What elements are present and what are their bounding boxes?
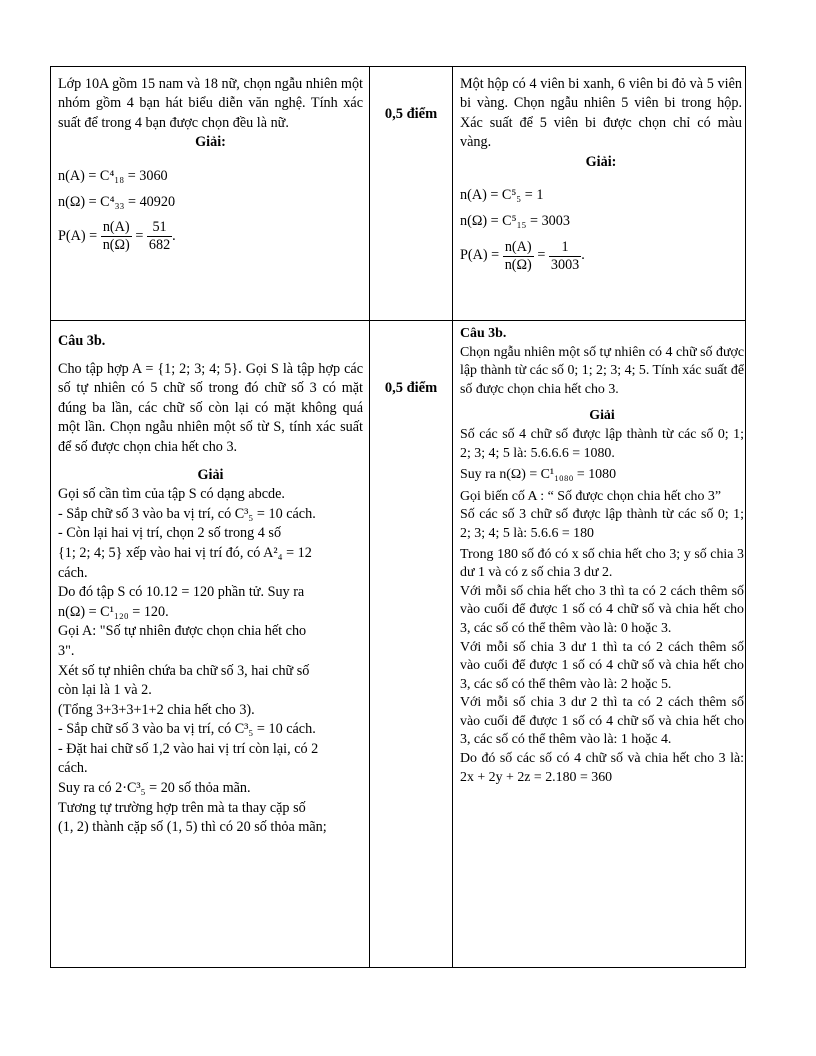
solution-line: Gọi A: "Số tự nhiên được chọn chia hết cho [58,623,307,640]
solution-line: Tương tự trường hợp trên mà ta thay cặp số [58,799,306,816]
solution-line: (Tổng 3+3+3+1+2 chia hết cho 3). [58,701,255,718]
problem-text: Chọn ngẫu nhiên một số tự nhiên có 4 chữ số được lập thành từ các số 0; 1; 2; 3; 4; 5. Tính xác suất để số được chọn chia hết cho 3. [460,344,744,397]
solution-line: Gọi biến cố A : “ Số được chọn chia hết cho 3” [460,488,721,504]
fraction-result: $\frac{51}{682}$ [148,219,171,254]
solution-heading: Giải [197,466,224,483]
solution-line: Trong 180 số đó có x số chia hết cho 3; y số chia 3 dư 1 và có z số chia 3 dư 2. [460,546,744,581]
equation-probability: P(A) = $\frac{n(A)}{n(\Omega)}$ = $\frac{1}{3003}$ . [460,238,585,273]
fraction-result: $\frac{1}{3003}$ [550,238,580,273]
equation-probability: P(A) = $\frac{n(A)}{n(\Omega)}$ = $\frac{51}{682}$ . [58,219,176,254]
problem-text: Cho tập hợp A = {1; 2; 3; 4; 5}. Gọi S là tập hợp các số tự nhiên có 5 chữ số trong đó chữ số 3 có mặt đúng ba lần, các chữ số còn lại có mặt không quá một lần. Chọn ngẫu nhiên một số từ S, tính xác suất để số được chọn chia hết cho 3. [58,360,363,455]
row2-right-cell [460,325,744,787]
equation-na: n(A) = C⁵₅ = 1 [460,187,544,204]
question-title: Câu 3b. [58,333,106,349]
solution-line: (1, 2) thành cặp số (1, 5) thì có 20 số thỏa mãn; [58,819,327,836]
row1-left-cell [58,75,363,259]
points-label: 0,5 điểm [384,380,438,396]
solution-line: Gọi số cần tìm của tập S có dạng abcde. [58,486,285,503]
fraction: $\frac{n(A)}{n(\Omega)}$ [102,219,130,254]
solution-line: Với mỗi số chia hết cho 3 thì ta có 2 cách thêm số vào cuối để được 1 số có 4 chữ số và chia hết cho 3, các số có thể thêm vào là: 0 hoặc 3. [460,583,744,636]
solution-line: n(Ω) = C¹₁₂₀ = 120. [58,603,169,620]
problem-text: Một hộp có 4 viên bi xanh, 6 viên bi đỏ và 5 viên bi vàng. Chọn ngẫu nhiên 5 viên bi trong hộp. Xác suất để 5 viên bi được chọn chỉ có màu vàng. [460,76,742,151]
solution-line: - Đặt hai chữ số 1,2 vào hai vị trí còn lại, có 2 [58,740,319,757]
solution-heading: Giải [589,408,615,424]
column-divider-right [452,67,453,967]
solution-line: Do đó tập S có 10.12 = 120 phần tử. Suy ra [58,584,305,601]
solution-line: Với mỗi số chia 3 dư 2 thì ta có 2 cách thêm số vào cuối để được 1 số có 4 chữ số và chia hết cho 3, các số có thể thêm vào là: 1 hoặc 4. [460,695,744,748]
solution-line: - Còn lại hai vị trí, chọn 2 số trong 4 số [58,525,282,542]
solution-line: 3". [58,642,75,659]
column-divider-left [369,67,370,967]
solution-line: Suy ra có 2·C³₅ = 20 số thỏa mãn. [58,780,251,797]
solution-line: còn lại là 1 và 2. [58,682,152,699]
problem-text: Lớp 10A gồm 15 nam và 18 nữ, chọn ngẫu nhiên một nhóm gồm 4 bạn hát biểu diễn văn nghệ. Tính xác suất để trong 4 bạn được chọn đều là nữ. [58,76,363,131]
solution-line: - Sắp chữ số 3 vào ba vị trí, có C³₅ = 10 cách. [58,505,316,522]
solution-heading: Giải: [585,153,617,170]
row1-right-cell [460,75,742,278]
row-divider [51,320,745,321]
solution-line: Suy ra n(Ω) = C¹₁₀₈₀ = 1080 [460,467,617,483]
solution-heading: Giải: [195,134,226,151]
equation-na: n(A) = C⁴₁₈ = 3060 [58,167,168,184]
solution-line: Với mỗi số chia 3 dư 1 thì ta có 2 cách thêm số vào cuối để được 1 số có 4 chữ số và chia hết cho 3, các số có thể thêm vào là: 2 hoặc 5. [460,639,744,692]
solution-line: Do đó số các số có 4 chữ số và chia hết cho 3 là: 2x + 2y + 2z = 2.180 = 360 [460,751,744,785]
solution-line: Số các số 4 chữ số được lập thành từ các số 0; 1; 2; 3; 4; 5 là: 5.6.6.6 = 1080. [460,426,744,461]
equation-nomega: n(Ω) = C⁵₁₅ = 3003 [460,213,570,230]
solution-line: {1; 2; 4; 5} xếp vào hai vị trí đó, có A²₄ = 12 [58,544,312,561]
row2-left-cell [58,332,363,838]
equation-nomega: n(Ω) = C⁴₃₃ = 40920 [58,193,176,210]
solution-line: cách. [58,760,88,777]
solution-table [50,66,746,968]
solution-line: Xét số tự nhiên chứa ba chữ số 3, hai chữ số [58,662,310,679]
solution-line: Số các số 3 chữ số được lập thành từ các số 0; 1; 2; 3; 4; 5 là: 5.6.6 = 180 [460,507,744,541]
solution-line: cách. [58,564,88,581]
points-label: 0,5 điểm [384,106,438,122]
fraction: $\frac{n(A)}{n(\Omega)}$ [504,238,532,273]
solution-line: - Sắp chữ số 3 vào ba vị trí, có C³₅ = 10 cách. [58,721,316,738]
question-title: Câu 3b. [460,326,507,341]
